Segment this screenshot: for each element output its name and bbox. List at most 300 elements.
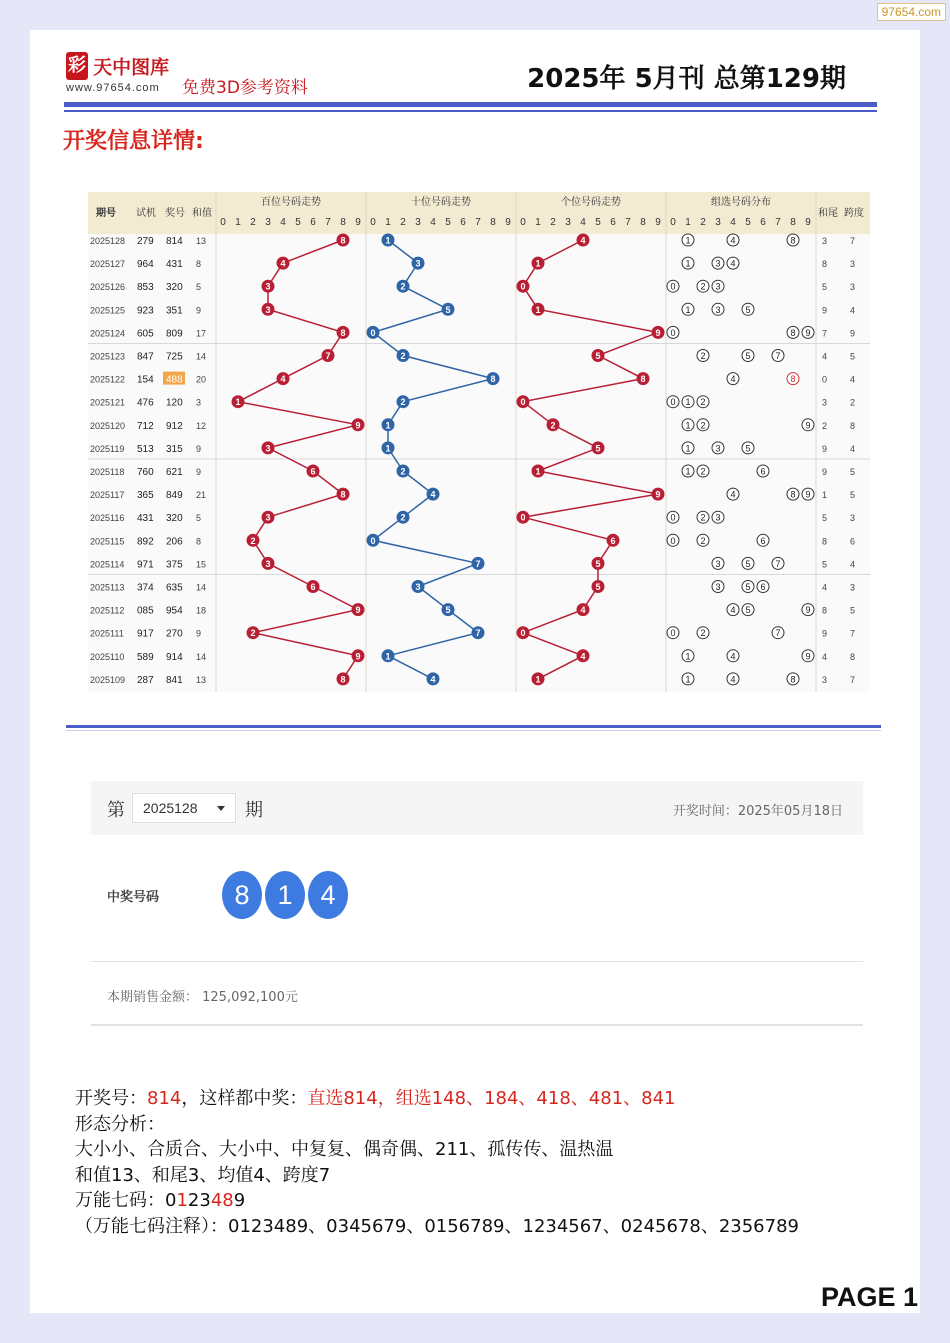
trend-ball-digit: 2 — [400, 397, 406, 408]
header-digit: 1 — [385, 217, 391, 228]
group-marker-digit: 9 — [805, 489, 811, 500]
trend-ball-digit: 8 — [340, 235, 346, 246]
header-digit: 7 — [475, 217, 481, 228]
header-period: 期号 — [96, 208, 116, 219]
trend-ball-digit: 6 — [310, 466, 316, 477]
logo-url: www.97654.com — [66, 82, 160, 94]
page-number: PAGE 1 — [820, 1282, 918, 1312]
row-span: 5 — [850, 467, 856, 477]
trend-ball-digit: 9 — [355, 605, 361, 616]
row-period: 2025109 — [90, 674, 126, 685]
header-digit: 7 — [625, 217, 631, 228]
row-sum: 20 — [196, 374, 207, 385]
row-span: 5 — [850, 351, 856, 362]
row-tail: 3 — [822, 236, 828, 246]
group-marker-digit: 4 — [730, 258, 736, 269]
row-period: 2025120 — [90, 420, 126, 431]
header-digit: 3 — [715, 217, 721, 228]
row-tail: 5 — [822, 282, 828, 293]
trend-ball-digit: 2 — [550, 420, 556, 431]
group-marker-digit: 1 — [685, 397, 691, 408]
row-span: 6 — [850, 536, 856, 547]
header-sum: 和值 — [192, 208, 212, 219]
row-prize: 635 — [166, 582, 183, 594]
row-period: 2025122 — [90, 374, 126, 385]
header-digit: 1 — [235, 217, 241, 228]
group-marker-digit: 3 — [715, 582, 721, 592]
trend-ball-digit: 2 — [250, 535, 256, 546]
row-sum: 12 — [196, 420, 207, 431]
group-marker-digit: 5 — [745, 443, 751, 454]
group-marker-digit: 4 — [730, 235, 736, 246]
group-marker-digit: 2 — [700, 466, 706, 477]
row-prize: 351 — [166, 305, 183, 317]
group-marker-digit: 4 — [730, 674, 736, 685]
period-select-value: 2025128 — [143, 800, 198, 816]
row-tail: 7 — [822, 328, 828, 339]
header-test: 试机 — [136, 208, 156, 219]
period-prefix: 第 — [107, 800, 125, 821]
trend-ball-digit: 6 — [610, 535, 616, 546]
group-marker-digit: 1 — [685, 304, 691, 315]
issue-title: 2025年 5月刊 总第129期 — [527, 64, 846, 94]
trend-ball-digit: 0 — [370, 535, 376, 546]
trend-ball-digit: 4 — [280, 258, 286, 269]
header-group-title: 十位号码走势 — [411, 197, 471, 208]
trend-ball-digit: 1 — [385, 651, 391, 662]
trend-ball-digit: 2 — [250, 628, 256, 639]
row-tail: 1 — [822, 490, 828, 501]
trend-ball-digit: 8 — [490, 374, 496, 385]
header-digit: 4 — [730, 217, 736, 228]
group-marker-digit: 2 — [700, 535, 706, 546]
row-test: 923 — [137, 305, 154, 317]
header-prize: 奖号 — [165, 208, 185, 219]
header-digit: 8 — [640, 217, 646, 228]
header-digit: 6 — [610, 217, 616, 228]
row-period: 2025112 — [90, 605, 125, 616]
header-digit: 2 — [250, 217, 256, 228]
row-test: 847 — [137, 351, 154, 363]
group-marker-digit: 5 — [745, 351, 751, 361]
row-tail: 3 — [822, 397, 828, 408]
header-tail: 和尾 — [818, 208, 838, 219]
row-period: 2025119 — [90, 443, 125, 454]
logo-name: 天中图库 — [93, 56, 170, 79]
header-digit: 5 — [595, 217, 601, 228]
row-sum: 9 — [196, 628, 202, 639]
header-digit: 1 — [535, 217, 541, 228]
trend-ball-digit: 4 — [280, 374, 286, 385]
logo — [66, 52, 169, 94]
row-span: 5 — [850, 490, 856, 501]
trend-ball-digit: 1 — [385, 235, 391, 246]
header-digit: 8 — [490, 217, 496, 228]
group-marker-digit: 0 — [670, 628, 676, 639]
trend-ball-digit: 8 — [340, 327, 346, 338]
header-digit: 9 — [355, 217, 361, 228]
analysis-line-sum: 和值13、和尾3、均值4、跨度7 — [75, 1164, 331, 1186]
trend-ball-digit: 3 — [415, 582, 421, 592]
trend-ball-digit: 7 — [475, 558, 481, 569]
header-span: 跨度 — [844, 208, 864, 219]
trend-ball-digit: 0 — [520, 512, 526, 523]
group-marker-digit: 4 — [730, 605, 736, 616]
group-marker-digit: 4 — [730, 374, 736, 385]
group-marker-digit: 3 — [715, 304, 721, 315]
row-prize: 725 — [166, 351, 183, 363]
row-tail: 5 — [822, 513, 828, 524]
divider — [91, 961, 863, 962]
row-test: 279 — [137, 236, 154, 247]
trend-ball-digit: 5 — [445, 304, 451, 315]
row-sum: 8 — [196, 259, 202, 270]
header-digit: 3 — [565, 217, 571, 228]
trend-ball-digit: 1 — [385, 443, 391, 454]
row-span: 4 — [850, 443, 856, 454]
row-period: 2025114 — [90, 559, 125, 570]
row-test: 964 — [137, 259, 154, 271]
row-tail: 0 — [822, 374, 828, 385]
group-marker-digit: 2 — [700, 628, 706, 639]
analysis-line-prize: 开奖号：814，这样都中奖：直选814，组选148、184、418、481、841 — [75, 1088, 676, 1109]
winning-ball: 1 — [265, 871, 305, 919]
row-prize: 849 — [166, 490, 183, 502]
group-marker-digit: 0 — [670, 512, 676, 523]
trend-ball-digit: 4 — [430, 674, 436, 685]
trend-ball-digit: 7 — [475, 628, 481, 639]
trend-ball-digit: 9 — [355, 651, 361, 662]
row-sum: 3 — [196, 397, 202, 408]
row-span: 4 — [850, 305, 856, 316]
row-sum: 9 — [196, 443, 202, 454]
row-test: 476 — [137, 397, 154, 409]
row-period: 2025121 — [90, 397, 126, 408]
row-sum: 18 — [196, 605, 207, 616]
trend-ball-digit: 3 — [265, 443, 271, 454]
row-span: 5 — [850, 605, 856, 616]
trend-ball-digit: 3 — [415, 258, 421, 269]
row-sum: 13 — [196, 674, 207, 685]
header-digit: 0 — [670, 217, 676, 228]
logo-mark: 彩 — [66, 52, 88, 80]
trend-ball-digit: 4 — [580, 235, 586, 246]
trend-ball-digit: 8 — [340, 489, 346, 500]
group-marker-digit: 1 — [685, 235, 691, 246]
trend-ball-digit: 0 — [520, 628, 526, 639]
header-digit: 2 — [400, 217, 406, 228]
row-tail: 9 — [822, 628, 828, 639]
row-prize: 431 — [166, 259, 183, 271]
trend-ball-digit: 2 — [400, 281, 406, 292]
trend-ball-digit: 3 — [265, 281, 271, 292]
group-marker-digit: 2 — [700, 397, 706, 408]
analysis-block — [75, 1086, 799, 1239]
row-period: 2025116 — [90, 513, 125, 524]
trend-ball-digit: 8 — [340, 674, 346, 685]
row-test: 853 — [137, 282, 154, 294]
row-prize: 315 — [166, 443, 183, 455]
row-period: 2025128 — [90, 236, 126, 246]
row-span: 7 — [850, 236, 856, 246]
trend-ball-digit: 5 — [595, 558, 601, 569]
group-marker-digit: 8 — [790, 327, 796, 338]
group-marker-digit: 1 — [685, 443, 691, 454]
row-test: 917 — [137, 628, 154, 640]
trend-ball-digit: 2 — [400, 512, 406, 523]
section-divider — [66, 725, 881, 728]
group-marker-digit: 3 — [715, 512, 721, 523]
header-digit: 2 — [700, 217, 706, 228]
group-marker-digit: 9 — [805, 605, 811, 616]
row-test: 287 — [137, 674, 154, 686]
sales-amount: 本期销售金额： 125,092,100元 — [107, 990, 298, 1005]
group-marker-digit: 0 — [670, 281, 676, 292]
winning-ball: 4 — [308, 871, 348, 919]
group-marker-digit: 5 — [745, 304, 751, 315]
trend-ball-digit: 1 — [535, 304, 541, 315]
trend-ball-digit: 4 — [580, 605, 586, 616]
group-marker-digit: 6 — [760, 582, 766, 592]
header-digit: 6 — [460, 217, 466, 228]
row-period: 2025124 — [90, 328, 126, 339]
row-tail: 2 — [822, 420, 828, 431]
trend-ball-digit: 9 — [355, 420, 361, 431]
trend-ball-digit: 0 — [520, 397, 526, 408]
header-digit: 6 — [760, 217, 766, 228]
trend-ball-digit: 1 — [235, 397, 241, 408]
row-tail: 8 — [822, 259, 828, 270]
subtitle: 免费3D参考资料 — [182, 78, 308, 98]
row-prize: 488 — [166, 374, 183, 386]
row-span: 9 — [850, 328, 856, 339]
trend-ball-digit: 0 — [520, 281, 526, 292]
trend-ball-digit: 3 — [265, 512, 271, 523]
row-period: 2025117 — [90, 490, 125, 501]
group-marker-digit: 3 — [715, 258, 721, 269]
row-span: 4 — [850, 374, 856, 385]
trend-ball-digit: 7 — [325, 351, 331, 361]
header-digit: 8 — [790, 217, 796, 228]
row-sum: 15 — [196, 559, 207, 570]
row-prize: 270 — [166, 628, 183, 640]
trend-ball-digit: 8 — [640, 374, 646, 385]
row-tail: 4 — [822, 651, 828, 662]
group-marker-digit: 2 — [700, 512, 706, 523]
analysis-line-pattern: 大小小、合质合、大小中、中复复、偶奇偶、211、孤传传、温热温 — [75, 1139, 614, 1160]
header-digit: 4 — [580, 217, 586, 228]
row-test: 589 — [137, 651, 154, 663]
row-period: 2025118 — [90, 467, 125, 477]
page — [30, 30, 920, 1313]
trend-ball-digit: 2 — [400, 351, 406, 361]
row-period: 2025125 — [90, 305, 126, 316]
header-digit: 0 — [370, 217, 376, 228]
group-marker-digit: 8 — [790, 489, 796, 500]
period-suffix: 期 — [245, 800, 263, 821]
header-group-title: 个位号码走势 — [561, 197, 621, 208]
row-test: 760 — [137, 467, 154, 478]
row-test: 892 — [137, 536, 154, 548]
header-digit: 0 — [220, 217, 226, 228]
row-test: 085 — [137, 605, 154, 617]
row-prize: 320 — [166, 513, 183, 525]
trend-chart — [88, 192, 870, 692]
row-sum: 21 — [196, 490, 207, 501]
row-sum: 5 — [196, 513, 202, 524]
group-marker-digit: 5 — [745, 558, 751, 569]
group-marker-digit: 3 — [715, 443, 721, 454]
trend-ball-digit: 0 — [370, 327, 376, 338]
row-period: 2025115 — [90, 536, 125, 547]
group-marker-digit: 6 — [760, 466, 766, 477]
analysis-line-pattern-title: 形态分析： — [75, 1113, 165, 1135]
analysis-line-seven-code-notes: （万能七码注释）：0123489、0345679、0156789、1234567、0245678、2356789 — [75, 1215, 799, 1237]
group-marker-digit: 8 — [790, 674, 796, 685]
row-span: 3 — [850, 513, 856, 524]
row-span: 8 — [850, 420, 856, 431]
trend-ball-digit: 5 — [595, 443, 601, 454]
trend-ball-digit: 1 — [535, 466, 541, 477]
row-prize: 320 — [166, 282, 183, 294]
period-select[interactable] — [132, 793, 236, 823]
row-period: 2025127 — [90, 259, 126, 270]
row-test: 712 — [137, 420, 154, 432]
row-sum: 8 — [196, 536, 202, 547]
header-digit: 9 — [805, 217, 811, 228]
row-tail: 4 — [822, 351, 828, 362]
header-digit: 3 — [265, 217, 271, 228]
group-marker-digit: 5 — [745, 605, 751, 616]
trend-ball-digit: 4 — [430, 489, 436, 500]
group-marker-digit: 9 — [805, 327, 811, 338]
row-test: 513 — [137, 443, 154, 455]
chevron-down-icon — [217, 806, 225, 811]
row-prize: 954 — [166, 605, 183, 617]
group-marker-digit: 5 — [745, 582, 751, 592]
row-tail: 3 — [822, 674, 828, 685]
row-span: 3 — [850, 282, 856, 293]
row-prize: 120 — [166, 397, 183, 409]
header-group-title: 百位号码走势 — [261, 197, 321, 208]
trend-ball-digit: 5 — [595, 582, 601, 592]
row-tail: 8 — [822, 536, 828, 547]
row-sum: 5 — [196, 282, 202, 293]
header-digit: 3 — [415, 217, 421, 228]
trend-ball-digit: 2 — [400, 466, 406, 477]
header-rule — [64, 102, 877, 107]
group-marker-digit: 3 — [715, 281, 721, 292]
draw-time: 开奖时间：2025年05月18日 — [672, 804, 843, 819]
row-sum: 13 — [196, 236, 207, 246]
header-group-title: 组选号码分布 — [711, 197, 771, 208]
row-tail: 9 — [822, 305, 828, 316]
row-prize: 206 — [166, 536, 183, 548]
row-span: 7 — [850, 628, 856, 639]
row-tail: 9 — [822, 443, 828, 454]
header-digit: 9 — [505, 217, 511, 228]
row-tail: 4 — [822, 582, 828, 593]
draw-selector-bar — [91, 781, 863, 835]
row-period: 2025113 — [90, 582, 125, 593]
group-marker-digit: 0 — [670, 535, 676, 546]
section-title: 开奖信息详情: — [63, 129, 204, 154]
row-prize: 375 — [166, 559, 183, 571]
header-digit: 8 — [340, 217, 346, 228]
row-tail: 5 — [822, 559, 828, 570]
header-digit: 5 — [445, 217, 451, 228]
row-period: 2025126 — [90, 282, 126, 293]
row-tail: 8 — [822, 605, 828, 616]
header-rule-thin — [64, 110, 877, 112]
row-sum: 14 — [196, 582, 207, 593]
header-digit: 7 — [325, 217, 331, 228]
row-sum: 17 — [196, 328, 207, 339]
header-digit: 6 — [310, 217, 316, 228]
row-span: 3 — [850, 259, 856, 270]
trend-ball-digit: 5 — [445, 605, 451, 616]
row-period: 2025111 — [90, 628, 124, 639]
winning-number-label: 中奖号码 — [107, 890, 160, 905]
row-test: 971 — [137, 559, 154, 571]
group-marker-digit: 6 — [760, 535, 766, 546]
row-sum: 9 — [196, 305, 202, 316]
row-period: 2025110 — [90, 651, 125, 662]
header-digit: 2 — [550, 217, 556, 228]
analysis-line-seven-code: 万能七码：0123489 — [75, 1190, 246, 1211]
group-marker-digit: 9 — [805, 651, 811, 662]
row-test: 365 — [137, 490, 154, 502]
trend-ball-digit: 1 — [385, 420, 391, 431]
group-marker-digit: 1 — [685, 651, 691, 662]
header-digit: 7 — [775, 217, 781, 228]
section-divider-thin — [66, 730, 881, 731]
header-digit: 0 — [520, 217, 526, 228]
row-test: 154 — [137, 374, 154, 386]
row-prize: 914 — [166, 651, 183, 663]
winning-ball: 8 — [222, 871, 262, 919]
group-marker-digit: 2 — [700, 281, 706, 292]
header-digit: 4 — [280, 217, 286, 228]
group-marker-digit: 2 — [700, 351, 706, 361]
row-period: 2025123 — [90, 351, 126, 362]
row-test: 374 — [137, 582, 154, 594]
divider — [91, 1024, 863, 1026]
group-marker-digit: 4 — [730, 651, 736, 662]
header-digit: 5 — [295, 217, 301, 228]
row-tail: 9 — [822, 467, 828, 477]
group-marker-digit: 1 — [685, 674, 691, 685]
group-marker-digit: 1 — [685, 420, 691, 431]
trend-ball-digit: 9 — [655, 327, 661, 338]
row-sum: 9 — [196, 467, 202, 477]
group-marker-digit: 9 — [805, 420, 811, 431]
group-marker-digit: 1 — [685, 258, 691, 269]
row-prize: 841 — [166, 674, 183, 686]
row-prize: 809 — [166, 328, 183, 340]
header-digit: 9 — [655, 217, 661, 228]
group-marker-digit: 1 — [685, 466, 691, 477]
group-marker-digit: 4 — [730, 489, 736, 500]
header-digit: 1 — [685, 217, 691, 228]
group-marker-digit: 3 — [715, 558, 721, 569]
row-test: 431 — [137, 513, 154, 525]
row-span: 4 — [850, 559, 856, 570]
trend-ball-digit: 3 — [265, 304, 271, 315]
site-badge[interactable]: 97654.com — [877, 3, 946, 21]
trend-ball-digit: 9 — [655, 489, 661, 500]
group-marker-digit: 8 — [790, 374, 796, 385]
